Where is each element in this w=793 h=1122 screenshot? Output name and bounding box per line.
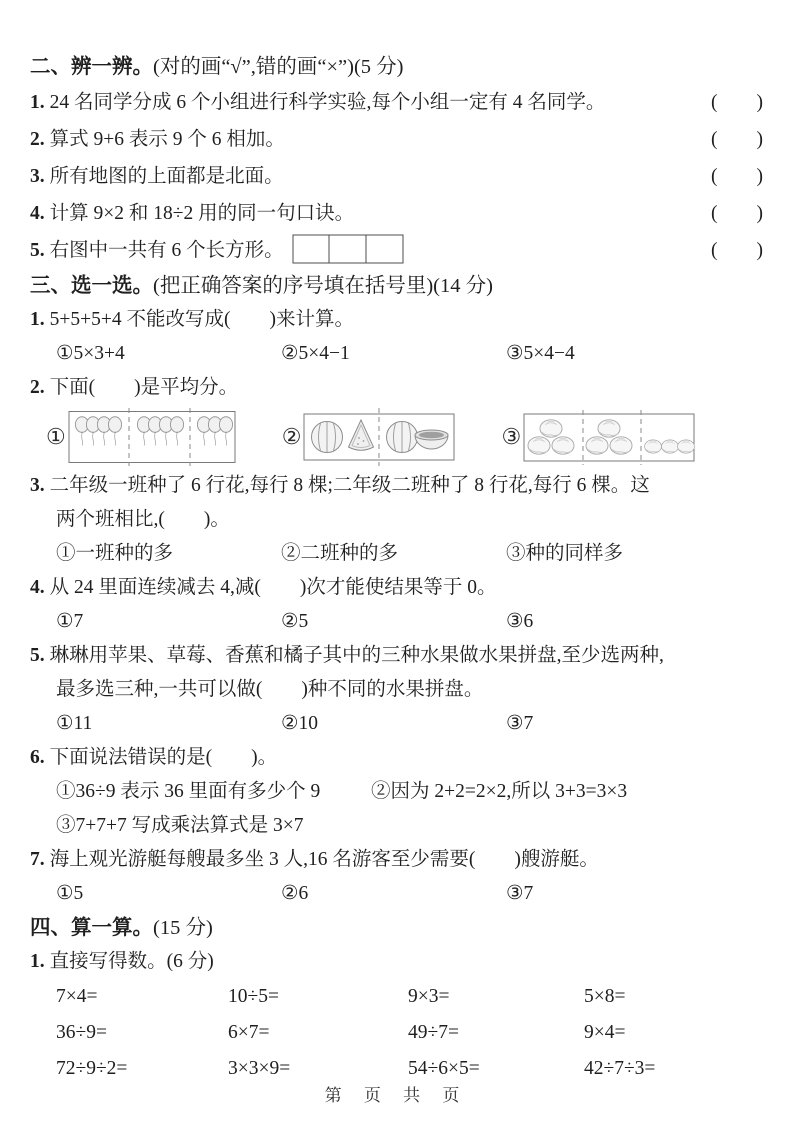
option[interactable]: ②二班种的多 bbox=[281, 543, 399, 564]
section-note: (把正确答案的序号填在括号里)(14 分) bbox=[153, 275, 493, 297]
question-6 bbox=[30, 741, 763, 775]
balloons-figure bbox=[68, 408, 236, 466]
item-text: 所有地图的上面都是北面。 bbox=[49, 166, 284, 187]
question-3-continued bbox=[30, 503, 763, 537]
calc-item[interactable]: 36÷9= bbox=[56, 1022, 107, 1043]
figure-label: ③ bbox=[501, 424, 522, 449]
item-text: 直接写得数。(6 分) bbox=[49, 951, 214, 972]
calc-item[interactable]: 9×3= bbox=[408, 986, 450, 1007]
item-number: 5. bbox=[30, 240, 45, 261]
calc-item[interactable]: 54÷6×5= bbox=[408, 1058, 480, 1079]
calc-item[interactable]: 5×8= bbox=[584, 986, 626, 1007]
page-footer: 第 页 共 页 bbox=[324, 1086, 469, 1105]
question-text: 最多选三种,一共可以做( )种不同的水果拼盘。 bbox=[56, 679, 484, 700]
question-3-options bbox=[56, 537, 763, 571]
item-text: 24 名同学分成 6 个小组进行科学实验,每个小组一定有 4 名同学。 bbox=[49, 92, 606, 113]
option[interactable]: ①5 bbox=[56, 883, 84, 904]
figure-option-2[interactable] bbox=[282, 408, 456, 466]
rectangles-figure bbox=[292, 234, 404, 264]
answer-blank[interactable]: ( ) bbox=[711, 166, 763, 187]
option[interactable]: ③7 bbox=[506, 883, 534, 904]
question-text: 下面说法错误的是( )。 bbox=[49, 747, 278, 768]
question-5 bbox=[30, 639, 763, 673]
section-title: 二、辨一辨。 bbox=[30, 56, 153, 78]
question-number: 3. bbox=[30, 475, 45, 496]
item-number: 2. bbox=[30, 129, 45, 150]
section-true-false bbox=[30, 50, 763, 269]
option[interactable]: ①11 bbox=[56, 713, 93, 734]
item-number: 1. bbox=[30, 951, 45, 972]
question-4 bbox=[30, 571, 763, 605]
item-number: 1. bbox=[30, 92, 45, 113]
option[interactable]: ①5×3+4 bbox=[56, 343, 125, 364]
question-number: 7. bbox=[30, 849, 45, 870]
calc-item[interactable]: 3×3×9= bbox=[228, 1058, 291, 1079]
answer-blank[interactable]: ( ) bbox=[711, 203, 763, 224]
buns-figure bbox=[523, 408, 695, 466]
calc-item[interactable]: 6×7= bbox=[228, 1022, 270, 1043]
question-4-options bbox=[56, 605, 763, 639]
question-text: 海上观光游艇每艘最多坐 3 人,16 名游客至少需要( )艘游艇。 bbox=[49, 849, 599, 870]
question-number: 4. bbox=[30, 577, 45, 598]
question-number: 6. bbox=[30, 747, 45, 768]
item-text: 计算 9×2 和 18÷2 用的同一句口诀。 bbox=[49, 203, 355, 224]
option[interactable]: ②5×4−1 bbox=[281, 343, 350, 364]
question-text: 两个班相比,( )。 bbox=[56, 509, 230, 530]
option[interactable]: ②因为 2+2=2×2,所以 3+3=3×3 bbox=[371, 781, 628, 802]
option[interactable]: ③6 bbox=[506, 611, 534, 632]
judge-item-1 bbox=[30, 84, 763, 121]
question-text: 下面( )是平均分。 bbox=[49, 377, 239, 398]
question-2 bbox=[30, 371, 763, 405]
figure-option-3[interactable] bbox=[501, 408, 695, 466]
option[interactable]: ③7+7+7 写成乘法算式是 3×7 bbox=[56, 815, 304, 836]
question-5-options bbox=[56, 707, 763, 741]
question-number: 5. bbox=[30, 645, 45, 666]
section-title: 三、选一选。 bbox=[30, 275, 153, 297]
section-calculate-heading bbox=[30, 911, 763, 945]
question-number: 2. bbox=[30, 377, 45, 398]
figure-option-1[interactable] bbox=[46, 408, 236, 466]
answer-blank[interactable]: ( ) bbox=[711, 240, 763, 261]
option[interactable]: ②10 bbox=[281, 713, 318, 734]
figure-label: ② bbox=[281, 424, 302, 449]
question-6-option-3 bbox=[30, 809, 763, 843]
item-number: 3. bbox=[30, 166, 45, 187]
figure-label: ① bbox=[46, 424, 66, 449]
judge-item-5 bbox=[30, 232, 763, 269]
section-true-false-heading bbox=[30, 50, 763, 84]
question-2-figures bbox=[46, 408, 763, 466]
section-calculate bbox=[30, 911, 763, 1087]
question-number: 1. bbox=[30, 309, 45, 330]
question-text: 5+5+5+4 不能改写成( )来计算。 bbox=[49, 309, 354, 330]
item-text: 算式 9+6 表示 9 个 6 相加。 bbox=[49, 129, 285, 150]
item-text: 右图中一共有 6 个长方形。 bbox=[49, 240, 284, 261]
item-number: 4. bbox=[30, 203, 45, 224]
option[interactable]: ③7 bbox=[506, 713, 534, 734]
calc-item[interactable]: 9×4= bbox=[584, 1022, 626, 1043]
question-1-options bbox=[56, 337, 763, 371]
judge-item-3 bbox=[30, 158, 763, 195]
question-3 bbox=[30, 469, 763, 503]
answer-blank[interactable]: ( ) bbox=[711, 92, 763, 113]
question-text: 二年级一班种了 6 行花,每行 8 棵;二年级二班种了 8 行花,每行 6 棵。这 bbox=[49, 475, 650, 496]
question-text: 琳琳用苹果、草莓、香蕉和橘子其中的三种水果做水果拼盘,至少选两种, bbox=[49, 645, 664, 666]
judge-item-4 bbox=[30, 195, 763, 232]
question-text: 从 24 里面连续减去 4,减( )次才能使结果等于 0。 bbox=[49, 577, 497, 598]
calc-item[interactable]: 10÷5= bbox=[228, 986, 279, 1007]
calc-item[interactable]: 49÷7= bbox=[408, 1022, 459, 1043]
calc-grid bbox=[56, 979, 763, 1087]
watermelons-figure bbox=[303, 408, 455, 466]
section-note: (15 分) bbox=[153, 917, 213, 939]
answer-blank[interactable]: ( ) bbox=[711, 129, 763, 150]
calc-item[interactable]: 42÷7÷3= bbox=[584, 1058, 656, 1079]
question-6-options bbox=[56, 775, 763, 809]
question-7 bbox=[30, 843, 763, 877]
calc-item[interactable]: 72÷9÷2= bbox=[56, 1058, 128, 1079]
option[interactable]: ①7 bbox=[56, 611, 84, 632]
option[interactable]: ①36÷9 表示 36 里面有多少个 9 bbox=[56, 781, 321, 802]
option[interactable]: ②6 bbox=[281, 883, 309, 904]
calc-subheading bbox=[30, 945, 763, 979]
calc-item[interactable]: 7×4= bbox=[56, 986, 98, 1007]
question-5-continued bbox=[30, 673, 763, 707]
section-note: (对的画“√”,错的画“×”)(5 分) bbox=[153, 56, 404, 78]
section-choose bbox=[30, 269, 763, 911]
option[interactable]: ②5 bbox=[281, 611, 309, 632]
option[interactable]: ①一班种的多 bbox=[56, 543, 174, 564]
question-7-options bbox=[56, 877, 763, 911]
option[interactable]: ③种的同样多 bbox=[506, 543, 624, 564]
section-choose-heading bbox=[30, 269, 763, 303]
section-title: 四、算一算。 bbox=[30, 917, 153, 939]
option[interactable]: ③5×4−4 bbox=[506, 343, 575, 364]
question-1 bbox=[30, 303, 763, 337]
judge-item-2 bbox=[30, 121, 763, 158]
